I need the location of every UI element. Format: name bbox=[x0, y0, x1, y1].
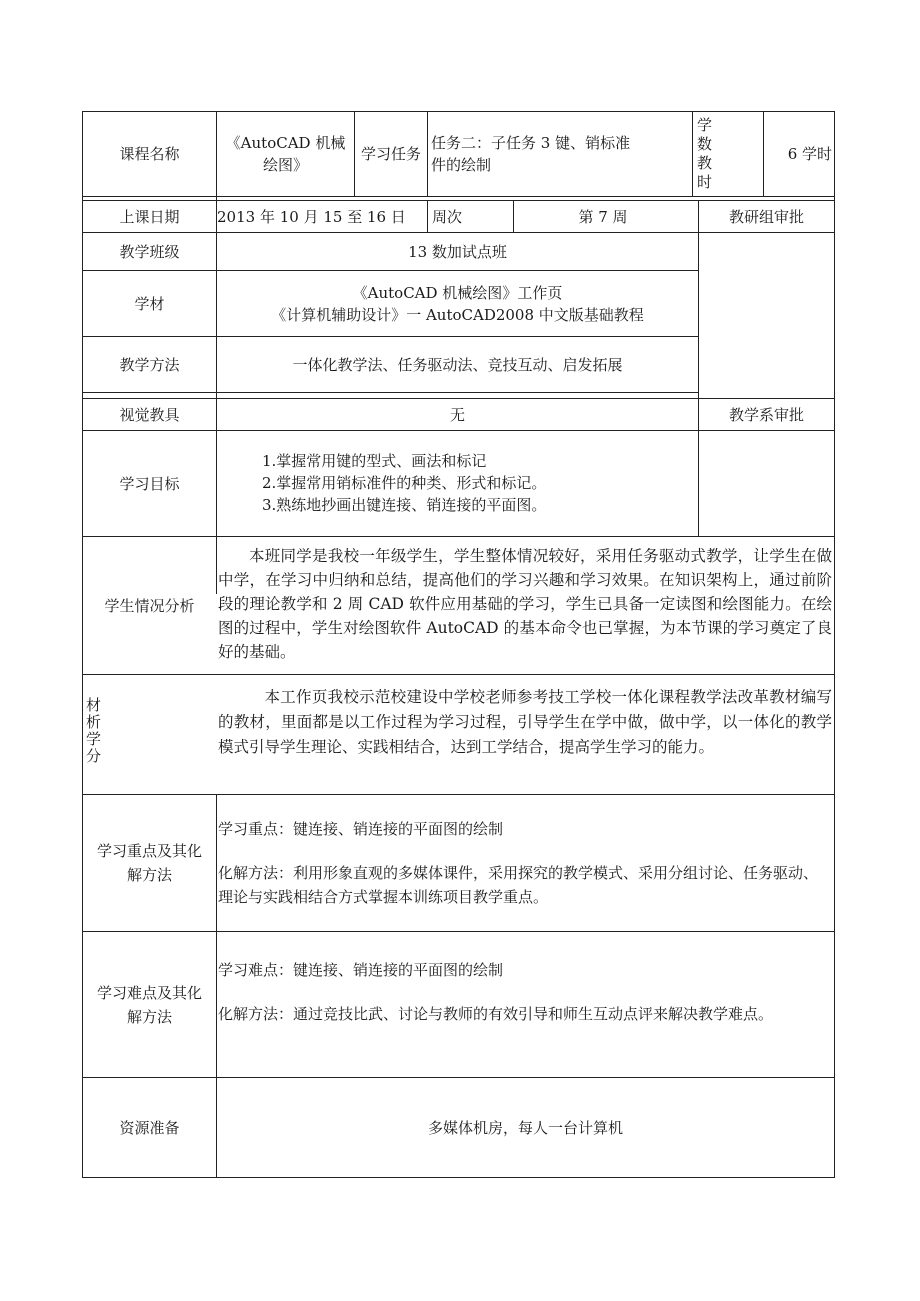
method-value: 一体化教学法、任务驱动法、竞技互动、启发拓展 bbox=[292, 355, 623, 374]
rule bbox=[82, 196, 834, 197]
department-review: 教学系审批 bbox=[728, 405, 804, 424]
materials-label: 学材 bbox=[134, 294, 165, 313]
class-value: 13 数加试点班 bbox=[408, 242, 507, 261]
key-point-spacer bbox=[218, 841, 830, 861]
key-point-solution: 化解方法：利用形象直观的多媒体课件，采用探究的教学模式、采用分组讨论、任务驱动、理论与实践相结合方式掌握本训练项目教学重点。 bbox=[218, 864, 819, 906]
key-points-label bbox=[83, 795, 216, 931]
key-points-content bbox=[218, 817, 830, 927]
date-value: 2013 年 10 月 15 至 16 日 bbox=[217, 207, 406, 226]
research-group-review: 教研组审批 bbox=[728, 207, 804, 226]
rule bbox=[834, 111, 835, 1178]
visual-aids-value: 无 bbox=[449, 405, 465, 424]
task-value bbox=[431, 112, 691, 196]
rule bbox=[692, 111, 693, 197]
task-line-2: 件的绘制 bbox=[431, 156, 492, 174]
hours-label-char: 数 bbox=[697, 135, 713, 153]
difficulties-label-line-1: 学习难点及其化 bbox=[96, 983, 202, 1002]
resources-value: 多媒体机房，每人一台计算机 bbox=[427, 1118, 623, 1137]
method-label: 教学方法 bbox=[119, 355, 180, 374]
rule bbox=[82, 392, 698, 393]
difficulty-text: 学习难点：键连接、销连接的平面图的绘制 bbox=[218, 961, 504, 979]
rule bbox=[427, 200, 428, 233]
week-label: 周次 bbox=[432, 207, 463, 226]
rule bbox=[82, 1177, 834, 1178]
rule bbox=[82, 674, 834, 675]
hours-label-char: 学 bbox=[697, 116, 713, 134]
hours-label-char: 时 bbox=[697, 173, 713, 191]
task-line-1: 任务二：子任务 3 键、销标准 bbox=[431, 134, 631, 152]
difficulties-label bbox=[83, 932, 216, 1077]
task-label: 学习任务 bbox=[360, 145, 421, 163]
resources-label: 资源准备 bbox=[119, 1118, 180, 1137]
key-points-label-line-2: 解方法 bbox=[126, 866, 172, 884]
course-name-line-2: 绘图》 bbox=[262, 156, 308, 174]
difficulty-spacer bbox=[218, 982, 830, 1002]
hours-label-char: 教 bbox=[697, 154, 713, 172]
material-analysis-label-char: 析 bbox=[86, 713, 102, 731]
goals-label: 学习目标 bbox=[119, 474, 180, 493]
course-name-line-1: 《AutoCAD 机械 bbox=[225, 134, 346, 152]
material-analysis-label-char: 分 bbox=[86, 747, 102, 765]
material-analysis-label-char: 学 bbox=[86, 730, 102, 748]
material-analysis-text: 本工作页我校示范校建设中学校老师参考技工学校一体化课程教学法改革教材编写的教材，里面都是以工作过程为学习过程，引导学生在学中做，做中学，以一体化的教学模式引导学生理论、实践相结合，达到工学结合，提高学生学习的能力。 bbox=[218, 688, 832, 756]
visual-aids-label: 视觉教具 bbox=[119, 405, 180, 424]
week-value: 第 7 周 bbox=[578, 207, 628, 226]
student-analysis-label: 学生情况分析 bbox=[104, 596, 195, 615]
difficulties-label-line-2: 解方法 bbox=[126, 1007, 172, 1026]
materials-line-1: 《AutoCAD 机械绘图》工作页 bbox=[352, 283, 563, 302]
class-label: 教学班级 bbox=[119, 242, 180, 261]
hours-value: 6 学时 bbox=[787, 145, 832, 163]
goals-list bbox=[262, 450, 692, 520]
key-points-label-line-1: 学习重点及其化 bbox=[96, 842, 202, 860]
student-analysis-text: 本班同学是我校一年级学生，学生整体情况较好，采用任务驱动式教学，让学生在做中学，在学习中归纳和总结，提高他们的学习兴趣和学习效果。在知识架构上，通过前阶段的理论教学和 2 周 CAD 软件应用基础的学习，学生已具备一定读图和绘图能力。在绘图的过程中，学生对绘图软件 AutoCAD 的基本命令也已掌握，为本节课的学习奠定了良好的基础。 bbox=[218, 547, 832, 661]
date-label: 上课日期 bbox=[119, 207, 180, 226]
rule bbox=[698, 200, 699, 537]
difficulties-content bbox=[218, 958, 830, 1068]
materials-value bbox=[217, 271, 698, 336]
material-analysis-label-char: 材 bbox=[86, 696, 102, 714]
material-analysis-label bbox=[86, 697, 116, 787]
hours-label bbox=[697, 116, 757, 194]
key-point-text: 学习重点：键连接、销连接的平面图的绘制 bbox=[218, 820, 504, 838]
goal-item: 1.掌握常用键的型式、画法和标记 bbox=[262, 452, 487, 470]
course-name-value bbox=[217, 112, 354, 196]
rule bbox=[427, 111, 428, 197]
materials-line-2: 《计算机辅助设计》一 AutoCAD2008 中文版基础教程 bbox=[271, 305, 644, 324]
course-name-label: 课程名称 bbox=[119, 145, 180, 163]
goal-item: 3.熟练地抄画出键连接、销连接的平面图。 bbox=[262, 496, 547, 514]
difficulty-solution: 化解方法：通过竞技比武、讨论与教师的有效引导和师生互动点评来解决教学难点。 bbox=[218, 1005, 774, 1023]
goal-item: 2.掌握常用销标准件的种类、形式和标记。 bbox=[262, 474, 547, 492]
